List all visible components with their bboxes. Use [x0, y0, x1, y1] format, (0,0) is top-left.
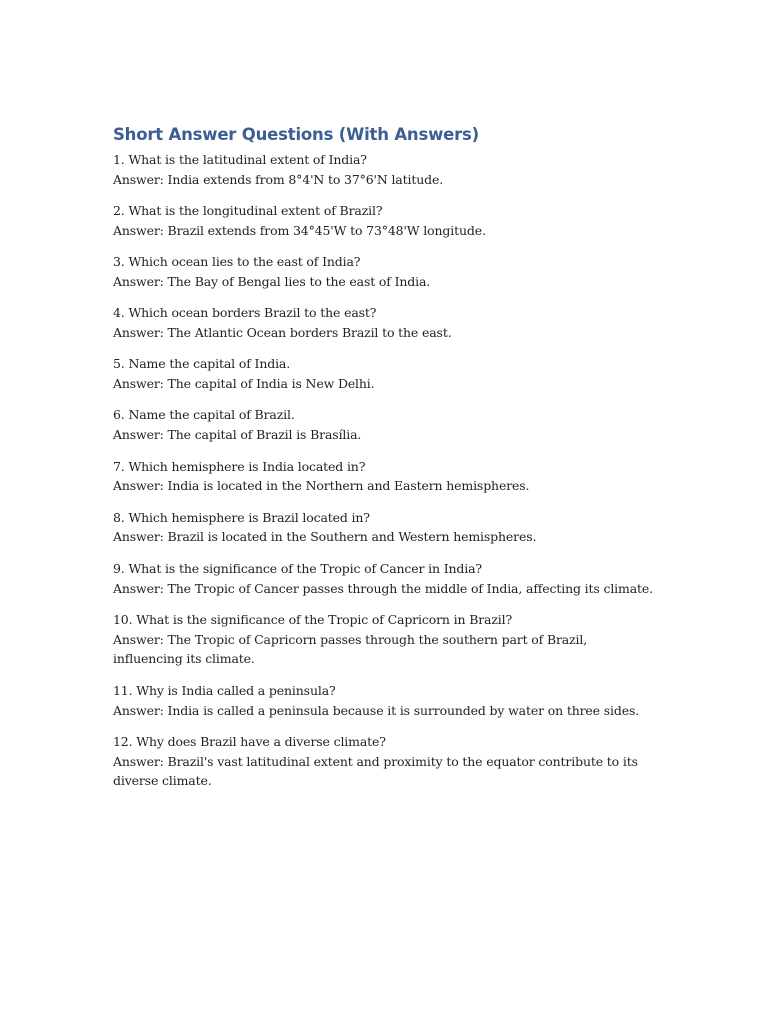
qa-item [113, 610, 658, 669]
question-text: 7. Which hemisphere is India located in? [113, 458, 366, 474]
answer-text: Answer: The Atlantic Ocean borders Brazil to the east. [113, 325, 452, 341]
answer-text: Answer: India extends from 8°4'N to 37°6'N latitude. [113, 171, 444, 187]
question-text: 2. What is the longitudinal extent of Brazil? [113, 203, 383, 219]
qa-item [113, 405, 658, 445]
answer-text: Answer: The Bay of Bengal lies to the east of India. [113, 273, 431, 289]
qa-item [113, 508, 658, 548]
question-text: 1. What is the latitudinal extent of India? [113, 152, 367, 167]
answer-text: Answer: Brazil's vast latitudinal extent and proximity to the equator contribute to its diverse climate. [113, 753, 638, 789]
answer-text: Answer: The Tropic of Capricorn passes through the southern part of Brazil, influencing its climate. [113, 631, 588, 667]
question-text: 5. Name the capital of India. [113, 356, 291, 372]
answer-text: Answer: Brazil extends from 34°45'W to 73°48'W longitude. [113, 222, 486, 238]
qa-item [113, 681, 658, 721]
answer-text: Answer: The capital of India is New Delhi. [113, 376, 375, 392]
question-text: 12. Why does Brazil have a diverse climate? [113, 733, 386, 749]
question-text: 10. What is the significance of the Tropic of Capricorn in Brazil? [113, 611, 513, 627]
document-content [113, 124, 658, 803]
answer-text: Answer: India is called a peninsula because it is surrounded by water on three sides. [113, 702, 640, 718]
qa-item [113, 732, 658, 791]
answer-text: Answer: The capital of Brazil is Brasília. [113, 427, 362, 443]
qa-item [113, 457, 658, 497]
answer-text: Answer: Brazil is located in the Southern and Western hemispheres. [113, 529, 537, 545]
question-text: 8. Which hemisphere is Brazil located in? [113, 509, 370, 525]
question-text: 4. Which ocean borders Brazil to the east? [113, 305, 377, 321]
qa-item [113, 201, 658, 241]
qa-item [113, 252, 658, 292]
question-text: 11. Why is India called a peninsula? [113, 682, 336, 698]
question-text: 9. What is the significance of the Tropic of Cancer in India? [113, 560, 482, 576]
qa-item [113, 559, 658, 599]
section-heading: Short Answer Questions (With Answers) [113, 125, 480, 144]
answer-text: Answer: The Tropic of Cancer passes through the middle of India, affecting its climate. [113, 580, 653, 596]
question-text: 6. Name the capital of Brazil. [113, 407, 295, 423]
qa-item [113, 150, 658, 190]
question-text: 3. Which ocean lies to the east of India? [113, 254, 361, 270]
qa-item [113, 303, 658, 343]
qa-item [113, 354, 658, 394]
answer-text: Answer: India is located in the Northern and Eastern hemispheres. [113, 478, 530, 494]
